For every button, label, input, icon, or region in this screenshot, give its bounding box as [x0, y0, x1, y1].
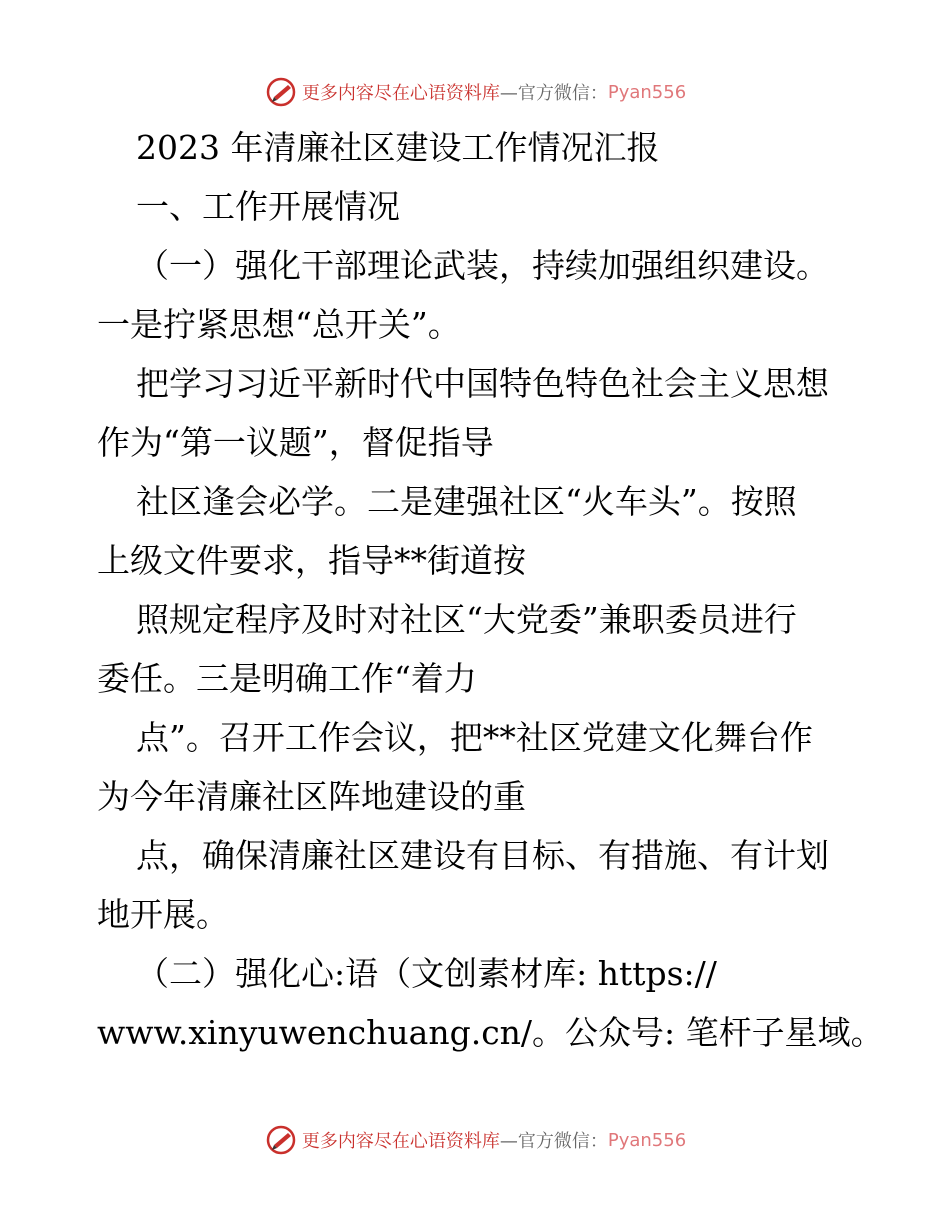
doc-line: （二）强化心:语（文创素材库: https:// [136, 954, 717, 993]
header-banner [0, 72, 950, 112]
doc-line: 地开展。 [97, 895, 229, 934]
doc-line: 一、工作开展情况 [136, 187, 400, 226]
doc-line: 一是拧紧思想“总开关”。 [97, 305, 461, 344]
doc-line: 照规定程序及时对社区“大党委”兼职委员进行 [136, 600, 797, 639]
doc-line: 点”。召开工作会议，把**社区党建文化舞台作 [136, 718, 813, 757]
banner-brand-text: 更多内容尽在心语资料库 [301, 83, 500, 104]
banner-wechat-id: Pyan556 [607, 1129, 687, 1151]
banner-brand-text: 更多内容尽在心语资料库 [301, 1131, 500, 1152]
doc-line: 点，确保清廉社区建设有目标、有措施、有计划 [136, 836, 829, 875]
doc-title: 2023 年清廉社区建设工作情况汇报 [136, 128, 660, 167]
footer-banner [0, 1120, 950, 1160]
doc-line: 社区逢会必学。二是建强社区“火车头”。按照 [136, 482, 797, 521]
doc-line: 委任。三是明确工作“着力 [97, 659, 477, 698]
banner-wechat-label: —官方微信： [499, 83, 608, 104]
document-body [97, 118, 884, 1062]
doc-line: 把学习习近平新时代中国特色特色社会主义思想 [136, 364, 829, 403]
pen-logo-icon [264, 75, 298, 109]
doc-line: 为今年清廉社区阵地建设的重 [97, 777, 526, 816]
doc-line: 上级文件要求，指导**街道按 [97, 541, 526, 580]
doc-line: （一）强化干部理论武装，持续加强组织建设。 [136, 246, 829, 285]
banner-wechat-label: —官方微信： [499, 1131, 608, 1152]
doc-line: www.xinyuwenchuang.cn/。公众号: 笔杆子星域。 [97, 1013, 884, 1052]
doc-line: 作为“第一议题”，督促指导 [97, 423, 494, 462]
banner-wechat-id: Pyan556 [607, 81, 687, 103]
pen-logo-icon [264, 1123, 298, 1157]
